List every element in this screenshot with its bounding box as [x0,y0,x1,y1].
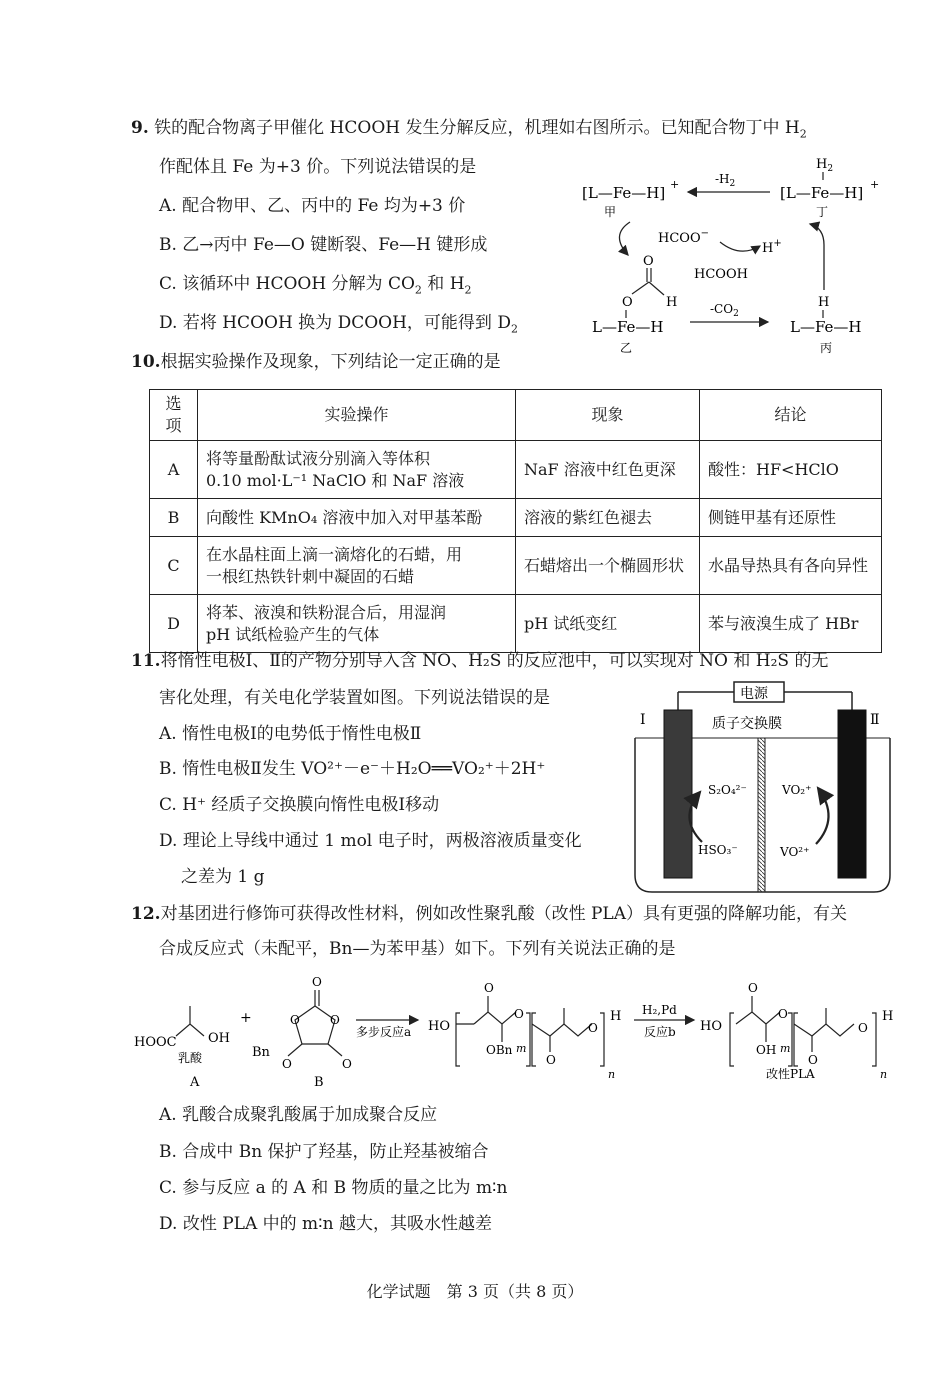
electrode-2 [838,710,866,878]
jia-label: 甲 [604,205,617,219]
yi-formula: L—Fe—H [592,318,664,336]
row-operation [198,441,516,499]
q12-stem-line1 [131,903,847,925]
jia-charge: + [670,178,680,191]
q10-stem-text: 根据实验操作及现象，下列结论一定正确的是 [160,352,501,372]
lactic-acid-name: 乳酸 [178,1051,203,1065]
poly1-n: n [608,1068,616,1081]
header-option: 选项 [150,390,198,441]
poly1-obn: OBn [486,1043,513,1057]
q9-option-c [159,273,472,295]
row-operation-line2: pH 试纸检验产生的气体 [206,624,380,644]
poly1-ho: HO [428,1019,450,1034]
q10-stem [131,351,501,373]
q10-table [149,389,882,653]
row-operation-line1: 向酸性 KMnO₄ 溶液中加入对甲基苯酚 [206,507,483,527]
row-operation [198,499,516,537]
minus-h2-label: $-H_2$ [715,172,736,189]
q9-option-c-text: C. 该循环中 HCOOH 分解为 CO [159,274,415,294]
lactic-acid-hooc: HOOC [134,1035,177,1050]
label-a: A [190,1075,200,1090]
label-b: B [314,1075,324,1090]
q9-stem1: 铁的配合物离子甲催化 HCOOH 发生分解反应，机理如右图所示。已知配合物丁中 H [154,118,800,138]
ding-charge: + [870,178,880,191]
q11-option-d-line1: D. 理论上导线中通过 1 mol 电子时，两极溶液质量变化 [159,831,582,851]
poly2-o-bottom: O [808,1053,818,1067]
hcooh-label: HCOOH [694,267,748,282]
poly2-chain1 [736,1012,780,1024]
q12-option-d: D. 改性 PLA 中的 m∶n 越大，其吸水性越差 [159,1214,492,1234]
poly2-bracket-right-open [794,1013,798,1066]
compound-b-obn-bond [288,1044,302,1056]
lactic-acid-oh: OH [208,1031,230,1046]
power-source-label: 电源 [740,686,768,702]
poly2-o-top: O [748,981,758,995]
q12-stem-line2: 合成反应式（未配平，Bn—为苯甲基）如下。下列有关说法正确的是 [159,939,676,959]
row-phenomenon: 石蜡熔出一个椭圆形状 [516,537,700,595]
row-operation-line2: 一根红热铁针刺中凝固的石蜡 [206,566,415,586]
b-carbonyl-o: O [312,975,322,989]
yi-bond-c-o [632,282,649,294]
q11-stem-line2: 害化处理，有关电化学装置如图。下列说法错误的是 [159,688,550,708]
electrode-2-label: Ⅱ [870,712,880,728]
step-b-catalyst: H₂,Pd [642,1003,677,1017]
poly2-h: H [882,1009,894,1024]
header-operation: 实验操作 [198,390,516,441]
poly1-bracket-right-open [532,1013,536,1066]
q9-option-d-text: D. 若将 HCOOH 换为 DCOOH，可能得到 D [159,313,511,333]
product-label: 改性PLA [766,1067,815,1081]
species-s2o4: S₂O₄²⁻ [708,783,747,797]
electrode-1 [664,710,692,878]
poly2-ho: HO [700,1019,722,1034]
bing-label: 丙 [820,341,833,355]
poly1-o-bottom: O [546,1053,556,1067]
q9-option-d-sub: 2 [510,322,518,336]
ding-h2: $H_2$ [816,157,834,174]
q11-stem1: 将惰性电极Ⅰ、Ⅱ的产物分别导入含 NO、H₂S 的反应池中，可以实现对 NO 和 H₂S 的无 [160,651,829,671]
page-footer: 化学试题 第 3 页（共 8 页） [366,1282,584,1301]
row-operation-line1: 将等量酚酞试液分别滴入等体积 [206,448,431,468]
row-operation-line2: 0.10 mol·L⁻¹ NaClO 和 NaF 溶液 [206,470,465,490]
hcoo-label: HCOO− [658,228,709,246]
row-operation [198,595,516,653]
q11-number: 11. [131,651,161,671]
ding-formula: [L—Fe—H] [780,184,864,202]
poly1-o-top: O [484,981,494,995]
arrow-right-reaction [816,788,829,844]
poly2-o-chain: O [778,1007,788,1021]
row-phenomenon: 溶液的紫红色褪去 [516,499,700,537]
q9-option-c-mid: 和 H [421,274,465,294]
species-hso3: HSO₃⁻ [698,843,738,857]
row-conclusion: 侧链甲基有还原性 [700,499,882,537]
poly1-o-chain: O [514,1007,524,1021]
membrane-label: 质子交换膜 [712,716,782,732]
jia-formula: [L—Fe—H] [582,184,666,202]
bing-formula: L—Fe—H [790,318,862,336]
row-option: B [150,499,198,537]
q9-option-b: B. 乙→丙中 Fe—O 键断裂、Fe—H 键形成 [159,235,488,255]
table-row [150,499,882,537]
arrow-jia-down [619,222,630,255]
yi-label: 乙 [620,341,633,355]
q9-stem1-sub: 2 [799,127,807,141]
q12-option-a: A. 乳酸合成聚乳酸属于加成聚合反应 [159,1105,438,1125]
table-row [150,595,882,653]
yi-bond-c-h [649,282,664,295]
poly2-n: n [880,1068,888,1081]
poly1-chain2 [532,1024,592,1036]
arrow-h-plus [720,242,760,251]
q12-reaction-scheme [130,968,910,1093]
step-a-label: 多步反应a [356,1025,412,1039]
poly2-bracket-left-open [730,1013,734,1066]
q9-option-c-sub1: 2 [414,283,422,297]
row-conclusion: 酸性：HF<HClO [700,441,882,499]
table-row [150,537,882,595]
row-conclusion: 水晶导热具有各向异性 [700,537,882,595]
proton-exchange-membrane [758,738,765,892]
poly1-h: H [610,1009,622,1024]
compound-b-ring [295,1006,335,1044]
row-operation-line1: 将苯、液溴和铁粉混合后，用湿润 [206,602,447,622]
bing-h-top: H [818,295,830,310]
q10-number: 10. [131,352,161,372]
q12-stem1: 对基团进行修饰可获得改性材料，例如改性聚乳酸（改性 PLA）具有更强的降解功能，有关 [160,904,847,924]
q11-option-a: A. 惰性电极Ⅰ的电势低于惰性电极Ⅱ [159,724,422,744]
row-operation-line1: 在水晶柱面上滴一滴熔化的石蜡，用 [206,544,463,564]
q11-option-c: C. H⁺ 经质子交换膜向惰性电极Ⅰ移动 [159,795,440,815]
b-carbonyl-o2: O [342,1057,352,1071]
q9-option-c-sub2: 2 [464,283,472,297]
poly2-m: m [780,1042,791,1055]
poly2-o-end: O [858,1021,868,1035]
poly2-bracket-left-close [788,1013,792,1066]
poly2-bracket-right-close [872,1013,876,1066]
q11-option-d-line2: 之差为 1 g [181,867,265,887]
poly2-oh: OH [756,1043,777,1057]
q11-option-b: B. 惰性电极Ⅱ发生 VO²⁺－e⁻＋H₂O══VO₂⁺＋2H⁺ [159,759,546,779]
row-operation [198,537,516,595]
compound-b-carbonyl-right [328,1044,342,1056]
q9-option-d [159,312,518,334]
poly1-bracket-right-close [600,1013,604,1066]
yi-carbonyl-o: O [643,254,654,269]
poly1-chain1 [474,1012,516,1024]
yi-h: H [666,295,678,310]
b-ring-o-left: O [290,1013,300,1027]
q12-option-c: C. 参与反应 a 的 A 和 B 物质的量之比为 m∶n [159,1178,508,1198]
q11-electrolysis-diagram [630,680,895,895]
q12-number: 12. [131,904,161,924]
electrode-1-label: Ⅰ [640,712,646,728]
minus-co2-label: $-CO_2$ [710,302,739,319]
species-vo2-plus: VO₂⁺ [782,783,812,797]
q9-mechanism-diagram [570,150,900,365]
q11-stem-line1 [131,650,828,672]
arrow-bing-to-ding [810,224,824,290]
header-conclusion: 结论 [700,390,882,441]
row-option: A [150,441,198,499]
q9-stem-line1 [131,117,807,139]
poly1-m: m [516,1042,527,1055]
b-bn: Bn [252,1045,270,1060]
q9-option-a: A. 配合物甲、乙、丙中的 Fe 均为+3 价 [159,196,466,216]
row-phenomenon: pH 试纸变红 [516,595,700,653]
row-option: D [150,595,198,653]
ding-label: 丁 [816,205,829,219]
h-plus-label: H+ [762,238,782,256]
lactic-acid-bonds [176,1024,204,1036]
header-phenomenon: 现象 [516,390,700,441]
q9-stem-line2: 作配体且 Fe 为+3 价。下列说法错误的是 [159,157,477,177]
step-b-label: 反应b [644,1025,676,1039]
b-ether-o: O [282,1057,292,1071]
species-vo-2plus: VO²⁺ [780,845,810,859]
table-header-row [150,390,882,441]
poly1-o-end: O [588,1021,598,1035]
row-option: C [150,537,198,595]
b-ring-o-right: O [330,1013,340,1027]
row-conclusion: 苯与液溴生成了 HBr [700,595,882,653]
row-phenomenon: NaF 溶液中红色更深 [516,441,700,499]
yi-o: O [622,295,633,310]
poly2-chain2 [794,1024,854,1036]
poly1-bracket-left-close [526,1013,530,1066]
q12-option-b: B. 合成中 Bn 保护了羟基，防止羟基被缩合 [159,1142,489,1162]
q9-number: 9. [131,118,149,138]
poly1-bracket-left-open [456,1013,460,1066]
table-row [150,441,882,499]
plus-sign: + [240,1010,252,1026]
